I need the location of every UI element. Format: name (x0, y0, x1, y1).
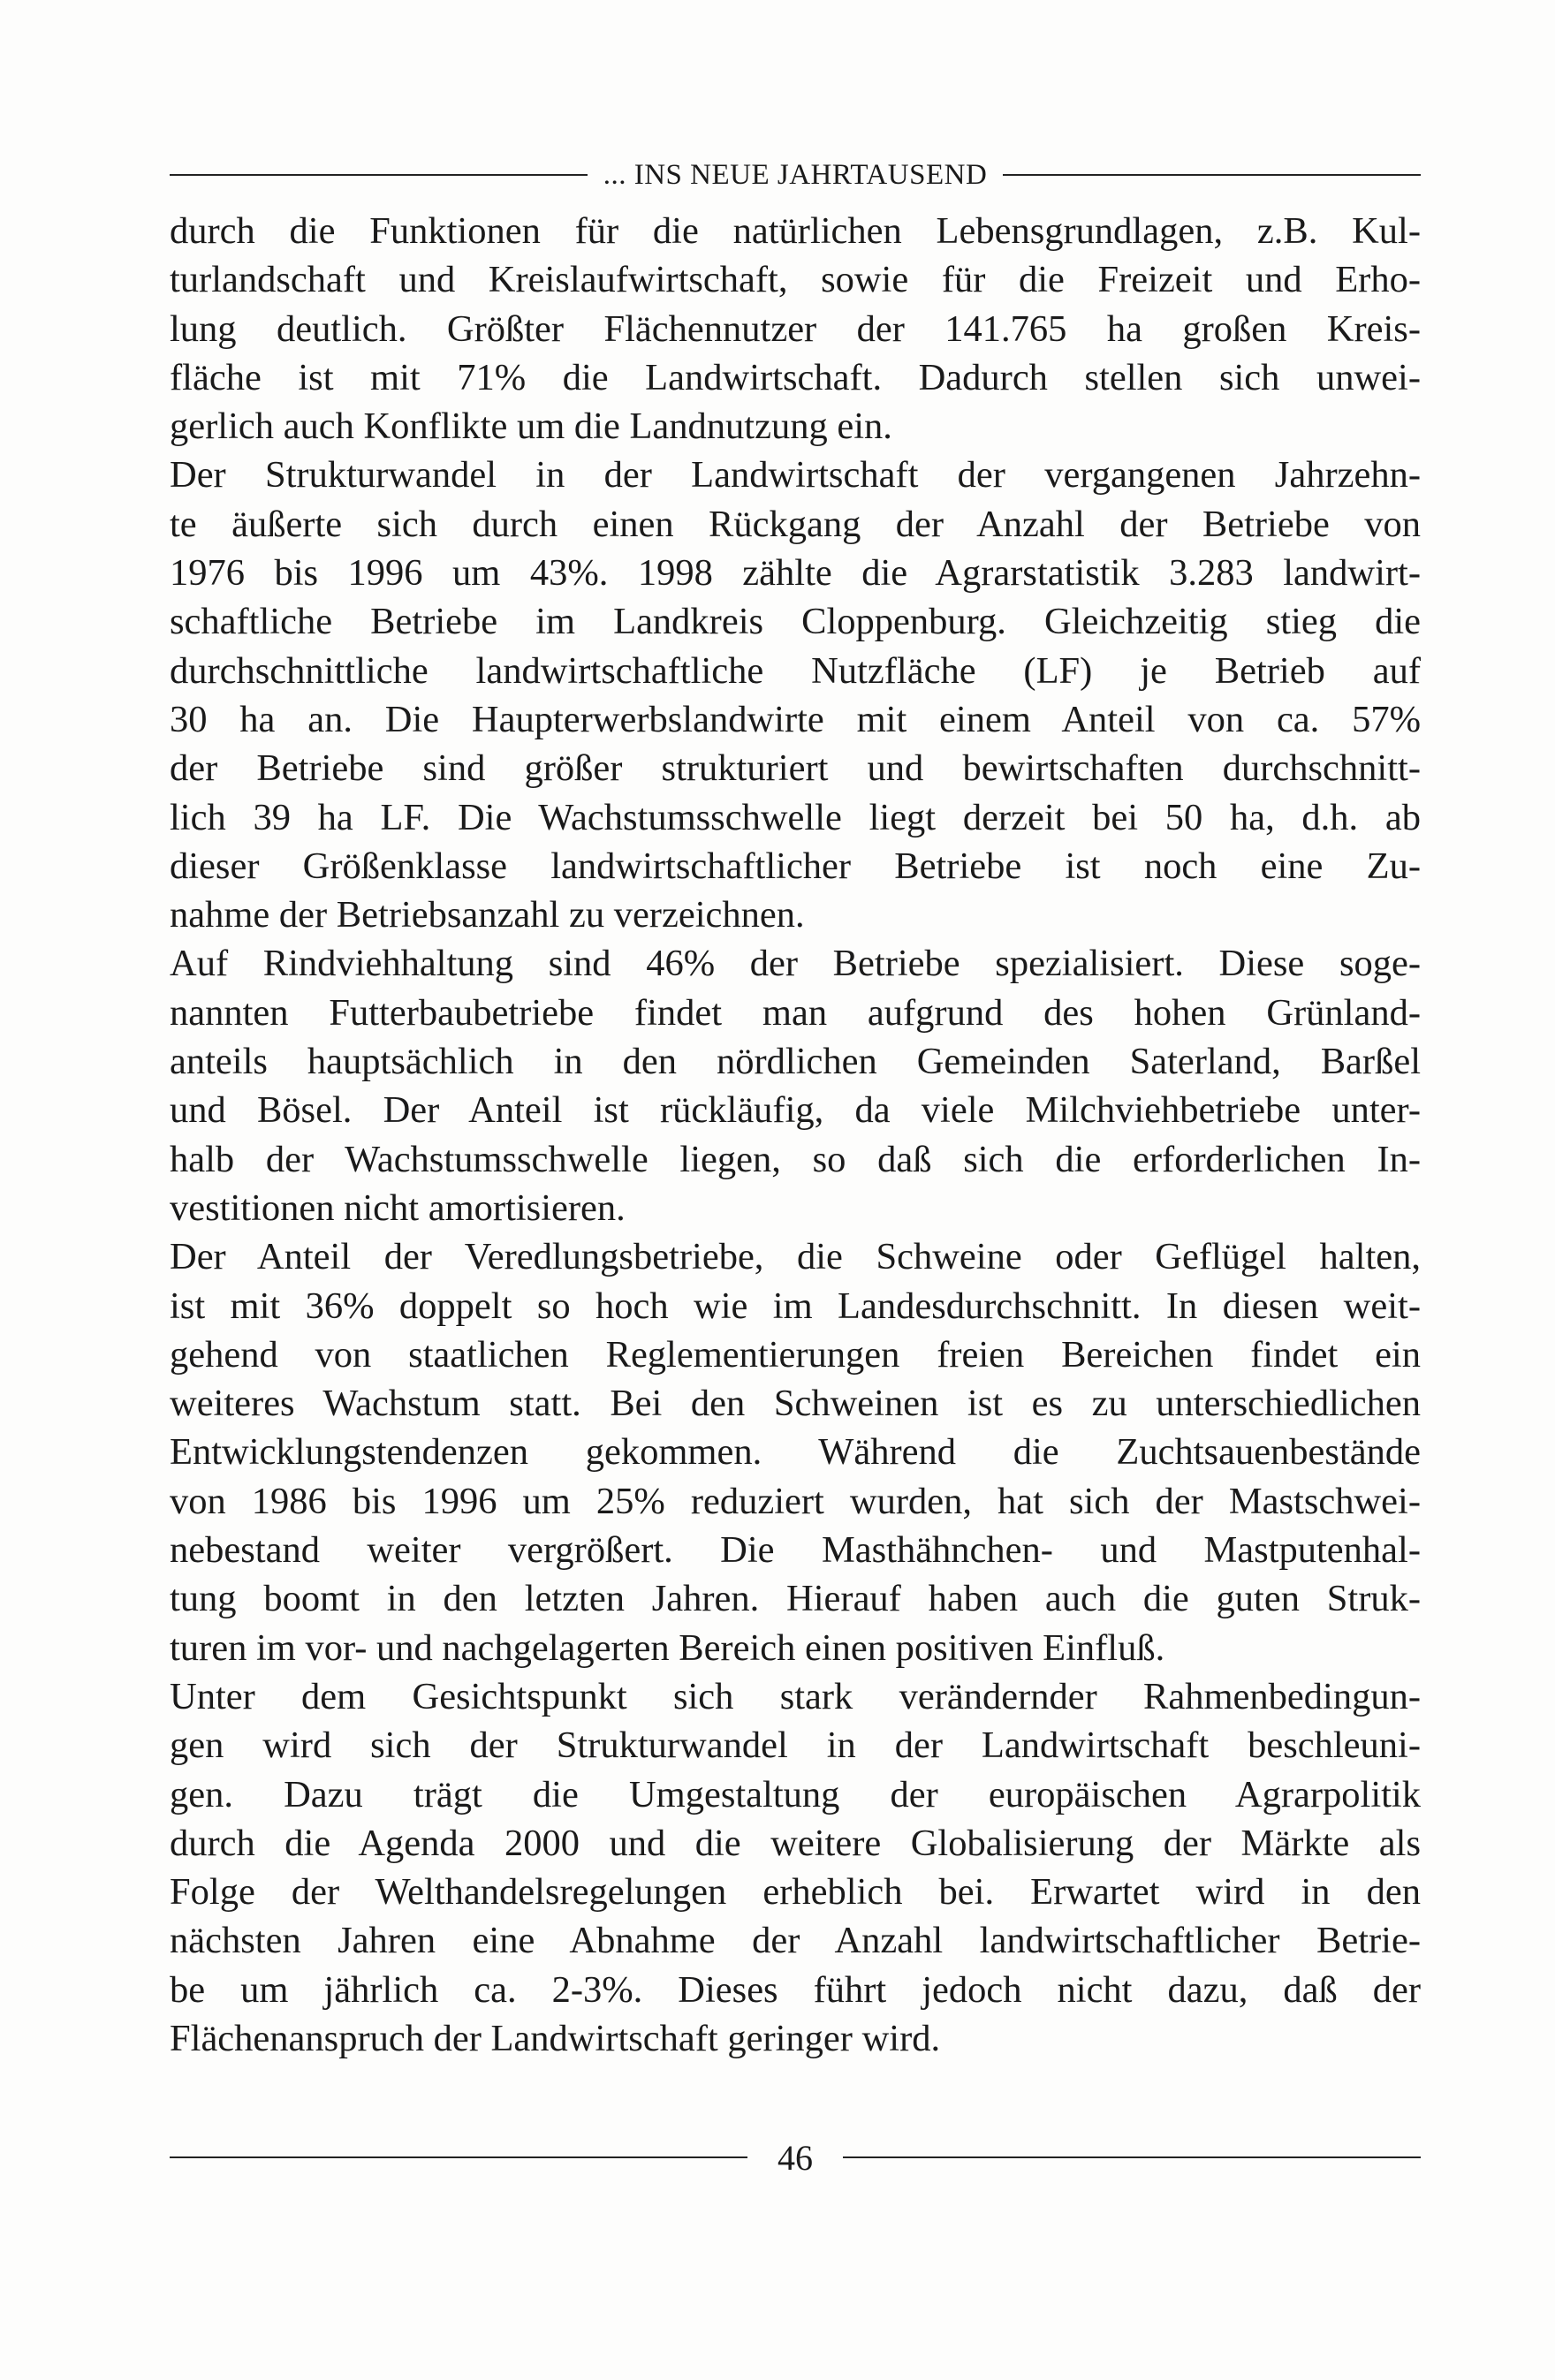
text-line: Flächenanspruch der Landwirtschaft geringer wird. (170, 2017, 941, 2059)
text-line: tung boomt in den letzten Jahren. Hierauf haben auch die guten Struk- (170, 1578, 1421, 1620)
text-line: vestitionen nicht amortisieren. (170, 1186, 626, 1229)
text-line: gehend von staatlichen Reglementierungen freien Bereichen findet ein (170, 1333, 1421, 1376)
text-line: Auf Rindviehhaltung sind 46% der Betriebe spezialisiert. Diese soge- (170, 943, 1421, 985)
running-head-title: ... INS NEUE JAHRTAUSEND (603, 158, 988, 191)
text-line: dieser Größenklasse landwirtschaftlicher Betriebe ist noch eine Zu- (170, 845, 1421, 887)
text-line: schaftliche Betriebe im Landkreis Cloppenburg. Gleichzeitig stieg die (170, 601, 1421, 643)
header-rule-left (170, 174, 588, 176)
text-line: anteils hauptsächlich in den nördlichen Gemeinden Saterland, Barßel (170, 1041, 1421, 1083)
text-line: weiteres Wachstum statt. Bei den Schweinen ist es zu unterschiedlichen (170, 1383, 1421, 1425)
text-line: und Bösel. Der Anteil ist rückläufig, da viele Milchviehbetriebe unter- (170, 1089, 1421, 1132)
text-line: durch die Funktionen für die natürlichen Lebensgrundlagen, z.B. Kul- (170, 210, 1421, 252)
text-line: durchschnittliche landwirtschaftliche Nutzfläche (LF) je Betrieb auf (170, 649, 1421, 692)
text-line: der Betriebe sind größer strukturiert und bewirtschaften durchschnitt- (170, 747, 1421, 790)
header-rule-right (1003, 174, 1421, 176)
running-head (170, 155, 1421, 194)
text-line: Entwicklungstendenzen gekommen. Während die Zuchtsauenbestände (170, 1431, 1421, 1474)
page-footer (170, 2131, 1421, 2184)
text-line: lich 39 ha LF. Die Wachstumsschwelle liegt derzeit bei 50 ha, d.h. ab (170, 796, 1421, 838)
text-line: ist mit 36% doppelt so hoch wie im Landesdurchschnitt. In diesen weit- (170, 1285, 1421, 1327)
text-line: Der Strukturwandel in der Landwirtschaft der vergangenen Jahrzehn- (170, 454, 1421, 496)
text-line: be um jährlich ca. 2-3%. Dieses führt jedoch nicht dazu, daß der (170, 1968, 1421, 2011)
text-line: halb der Wachstumsschwelle liegen, so daß sich die erforderlichen In- (170, 1138, 1421, 1180)
text-line: nebestand weiter vergrößert. Die Masthähnchen- und Mastputenhal- (170, 1529, 1421, 1572)
footer-rule-left (170, 2156, 747, 2158)
page-number: 46 (778, 2137, 813, 2178)
text-line: nächsten Jahren eine Abnahme der Anzahl landwirtschaftlicher Betrie- (170, 1920, 1421, 1962)
text-line: gerlich auch Konflikte um die Landnutzung ein. (170, 406, 892, 448)
text-line: fläche ist mit 71% die Landwirtschaft. Dadurch stellen sich unwei- (170, 356, 1421, 398)
text-line: lung deutlich. Größter Flächennutzer der 141.765 ha großen Kreis- (170, 307, 1421, 350)
text-line: gen. Dazu trägt die Umgestaltung der europäischen Agrarpolitik (170, 1773, 1421, 1815)
text-line: Folge der Welthandelsregelungen erheblich bei. Erwartet wird in den (170, 1871, 1421, 1914)
text-line: Der Anteil der Veredlungsbetriebe, die Schweine oder Geflügel halten, (170, 1236, 1421, 1278)
text-line: 1976 bis 1996 um 43%. 1998 zählte die Agrarstatistik 3.283 landwirt- (170, 552, 1421, 595)
text-line: Unter dem Gesichtspunkt sich stark verändernder Rahmenbedingun- (170, 1675, 1421, 1717)
text-line: te äußerte sich durch einen Rückgang der Anzahl der Betriebe von (170, 503, 1421, 545)
text-line: turen im vor- und nachgelagerten Bereich einen positiven Einfluß. (170, 1626, 1165, 1669)
text-line: durch die Agenda 2000 und die weitere Globalisierung der Märkte als (170, 1822, 1421, 1864)
text-line: turlandschaft und Kreislaufwirtschaft, sowie für die Freizeit und Erho- (170, 259, 1421, 301)
text-line: von 1986 bis 1996 um 25% reduziert wurden, hat sich der Mastschwei- (170, 1480, 1421, 1522)
text-line: nannten Futterbaubetriebe findet man aufgrund des hohen Grünland- (170, 991, 1421, 1034)
text-line: 30 ha an. Die Haupterwerbslandwirte mit einem Anteil von ca. 57% (170, 698, 1421, 740)
text-line: gen wird sich der Strukturwandel in der Landwirtschaft beschleuni- (170, 1724, 1421, 1767)
body-text (170, 207, 1421, 2063)
footer-rule-right (843, 2156, 1421, 2158)
text-line: nahme der Betriebsanzahl zu verzeichnen. (170, 894, 805, 936)
